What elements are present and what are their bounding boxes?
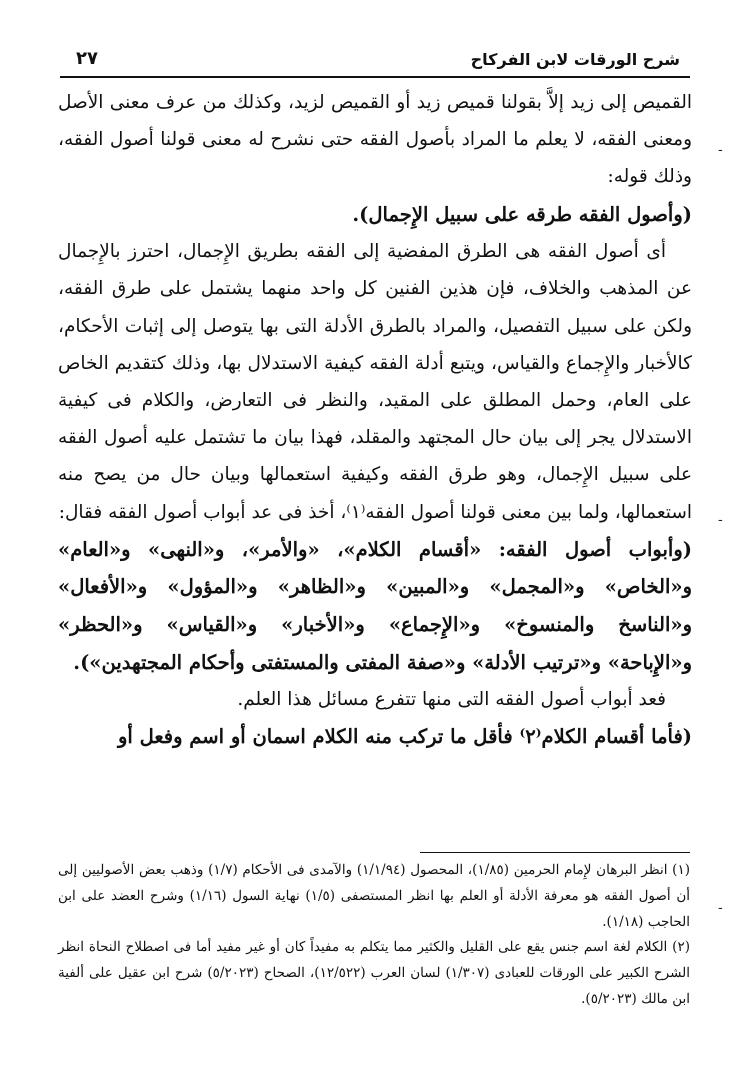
footnote-1: (١) انظر البرهان لإِمام الحرمين (١/٨٥)، المحصول (١/١/٩٤) والآمدى فى الأحكام (١/٧) وذهب بعض الأصوليين إلى أن أصول الفقه هو معرفة الأدلة أو العلم بها انظر المستصفى (١/٥) نهاية السول (١/١٦) وشرح العضد على ابن الحاجب (١/١٨).	[58, 862, 690, 930]
running-head	[60, 38, 686, 72]
page-number: ٢٧	[76, 48, 98, 69]
margin-tick: -	[718, 900, 723, 916]
header-rule	[60, 76, 690, 78]
footnote-2: (٢) الكلام لغة اسم جنس يقع على القليل والكثير مما يتكلم به مفيداً كان أو غير مفيد أما فى اصطلاح النحاة انظر الشرح الكبير على الورقات للعبادى (١/٣٠٧) لسان العرب (١٢/٥٢٢)، الصحاح (٥/٢٠٢٣) شرح ابن عقيل على ألفية ابن مالك (٥/٢٠٢٣).	[58, 939, 690, 1007]
paragraph-explanation: أى أصول الفقه هى الطرق المفضية إلى الفقه بطريق الإِجمال، احترز بالإِجمال عن المذهب والخلاف، فإن هذين الفنين كل واحد منهما يشتمل على طرق الفقه، ولكن على سبيل التفصيل، والمراد بالطرق الأدلة التى بها يتوصل إلى إثبات الأحكام، كالأخبار والإِجماع والقياس، ويتبع أدلة الفقه كيفية الاستدلال بها، وذلك كتقديم الخاص على العام، وحمل المطلق على المقيد، والنظر فى التعارض، والكلام فى كيفية الاستدلال يجر إلى بيان حال المجتهد والمقلد، فهذا بيان ما تشتمل عليه أصول الفقه على سبيل الإِجمال، وهو طرق الفقه وكيفية استعمالها وبيان حال من يصح منه استعمالها، ولما بين معنى قولنا أصول الفقه⁽١⁾، أخذ فى عد أبواب أصول الفقه فقال:	[58, 241, 692, 523]
matn-speech-divisions: (فأما أقسام الكلام⁽٢⁾ فأقل ما تركب منه الكلام اسمان أو اسم وفعل أو	[117, 725, 692, 749]
margin-tick: -	[718, 142, 723, 158]
footnotes	[58, 858, 690, 1013]
paragraph-intro: القميص إلى زيد إلاَّ بقولنا قميص زيد أو القميص لزيد، وكذلك من عرف معنى الأصل ومعنى الفقه، لا يعلم ما المراد بأصول الفقه حتى نشرح له معنى قولنا أصول الفقه، وذلك قوله:	[58, 92, 692, 188]
margin-tick: -	[718, 512, 723, 528]
matn-definition: (وأصول الفقه طرقه على سبيل الإِجمال).	[352, 202, 692, 226]
main-text	[58, 84, 692, 756]
running-title: شرح الورقات لابن الفركاح	[470, 50, 680, 69]
paragraph-chapters-note: فعد أبواب أصول الفقه التى منها تتفرع مسائل هذا العلم.	[237, 689, 666, 711]
footnote-rule	[420, 852, 690, 853]
matn-chapters: (وأبواب أصول الفقه: «أقسام الكلام»، «والأمر»، و«النهى» و«العام» و«الخاص» و«المجمل» و«المبين» و«الظاهر» و«المؤول» و«الأفعال» و«الناسخ والمنسوخ» و«الإِجماع» و«الأخبار» و«القياس» و«الحظر» و«الإِباحة» و«ترتيب الأدلة» و«صفة المفتى والمستفتى وأحكام المجتهدين»).	[58, 537, 692, 674]
